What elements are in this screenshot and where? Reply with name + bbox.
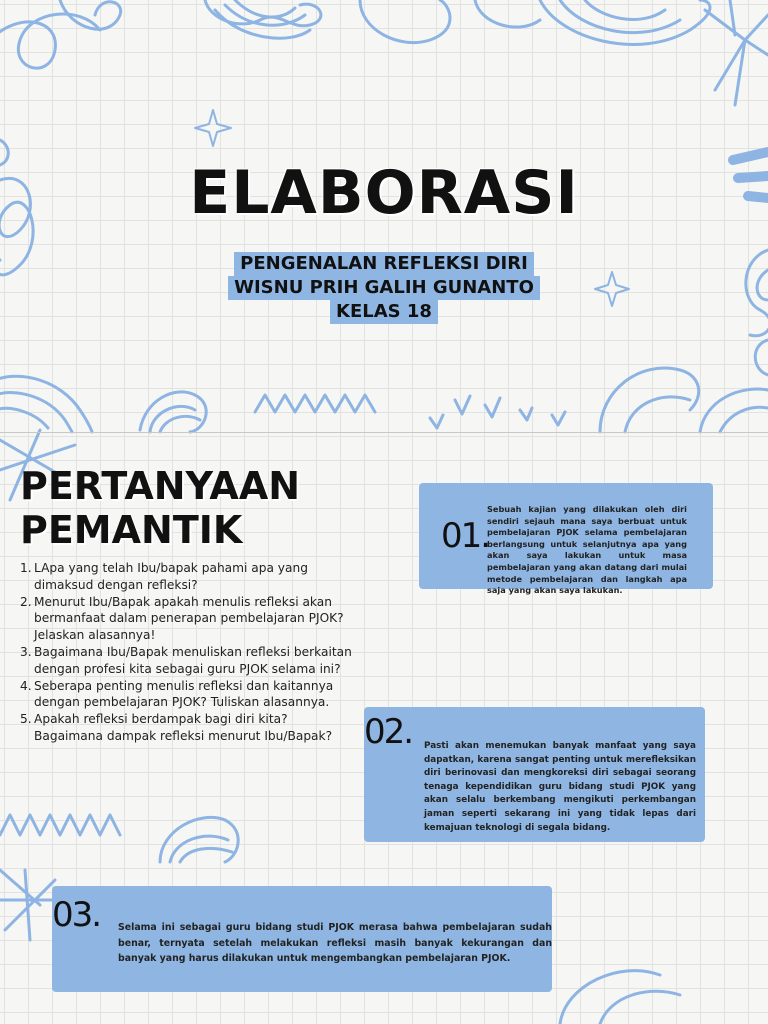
answer-number: 01. xyxy=(441,516,490,556)
list-item xyxy=(20,678,356,712)
answer-text: Selama ini sebagai guru bidang studi PJOK merasa bahwa pembelajaran sudah benar, ternyata setelah melakukan refleksi masih banyak kekurangan dan banyak yang harus dilakukan untuk mengembangkan pembelajaran PJOK. xyxy=(118,922,552,965)
list-item-text: LApa yang telah Ibu/bapak pahami apa yang dimaksud dengan refleksi? xyxy=(34,561,308,592)
list-item-number: 1. xyxy=(20,561,32,575)
list-item xyxy=(20,644,356,678)
subtitle-line: PENGENALAN REFLEKSI DIRI xyxy=(234,252,534,276)
list-item-text: Seberapa penting menulis refleksi dan kaitannya dengan pembelajaran PJOK? Tuliskan alasannya. xyxy=(34,678,334,710)
section-title xyxy=(20,464,360,552)
answer-text: Pasti akan menemukan banyak manfaat yang saya dapatkan, karena sangat penting untuk merefleksikan diri berinovasi dan mengkoreksi diri sebagai seorang tenaga kependidikan guru bidang studi PJOK yang akan selalu berkembang mengikuti perkembangan jaman seperti sekarang ini yang tidak lepas dari kemajuan teknologi di segala bidang. xyxy=(424,741,696,833)
list-item xyxy=(20,560,356,594)
list-item-text: Menurut Ibu/Bapak apakah menulis refleksi akan bermanfaat dalam penerapan pembelajaran PJOK? Jelaskan alasannya! xyxy=(34,594,344,643)
list-item xyxy=(20,711,356,745)
list-item-number: 2. xyxy=(20,594,32,609)
answer-card-2 xyxy=(364,707,705,842)
answer-card-3 xyxy=(52,886,552,992)
subtitle-line: KELAS 18 xyxy=(330,300,438,324)
answer-text: Sebuah kajian yang dilakukan oleh diri sendiri sejauh mana saya berbuat untuk pembelajaran PJOK selama pembelajaran berlangsung untuk selanjutnya apa yang akan saya lakukan untuk masa pembelajaran yang akan datang dari mulai metode pembelajaran dan langkah apa saja yang akan saya lakukan. xyxy=(487,504,687,596)
list-item-number: 5. xyxy=(20,712,32,727)
answer-number: 02. xyxy=(364,712,413,752)
page-title: ELABORASI xyxy=(189,158,579,228)
section-divider xyxy=(0,432,768,433)
list-item xyxy=(20,594,356,644)
list-item-text: Apakah refleksi berdampak bagi diri kita? Bagaimana dampak refleksi menurut Ibu/Bapak? xyxy=(34,712,333,743)
answer-number: 03. xyxy=(52,895,101,935)
section-title-line: PEMANTIK xyxy=(20,508,243,552)
section-title-line: PERTANYAAN xyxy=(20,464,301,508)
subtitle-block xyxy=(0,252,768,324)
answer-card-1 xyxy=(419,483,713,596)
question-list xyxy=(20,560,356,745)
list-item-number: 3. xyxy=(20,644,32,659)
list-item-text: Bagaimana Ibu/Bapak menuliskan refleksi berkaitan dengan profesi kita sebagai guru PJOK selama ini? xyxy=(34,644,352,676)
list-item-number: 4. xyxy=(20,678,32,693)
subtitle-line: WISNU PRIH GALIH GUNANTO xyxy=(228,276,540,300)
